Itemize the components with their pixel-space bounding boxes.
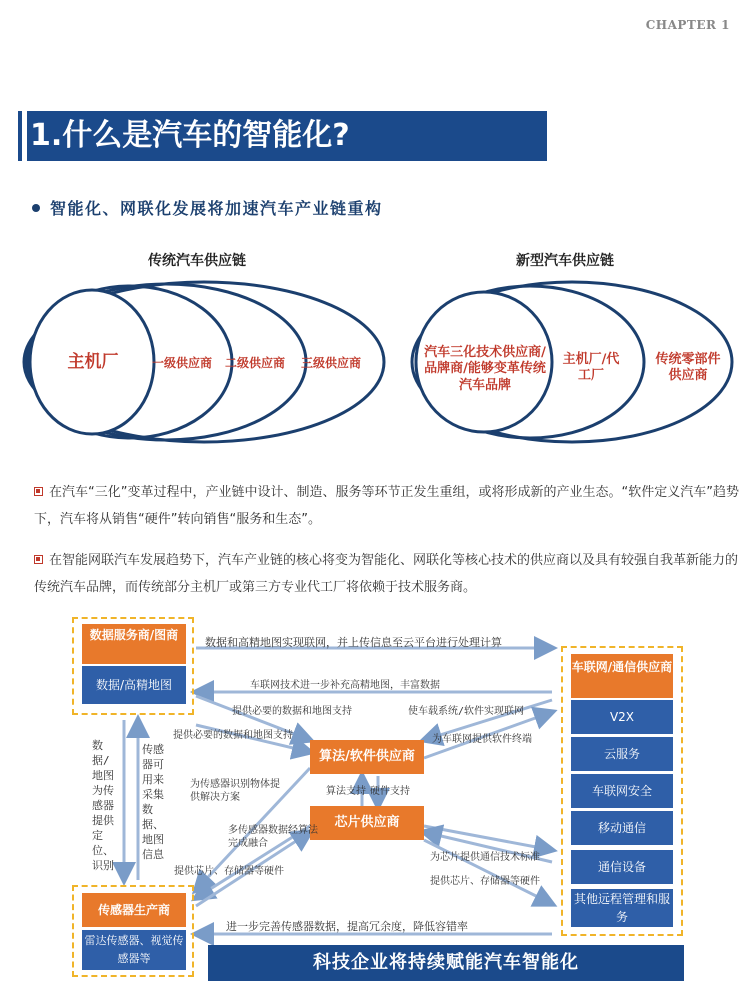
connectivity-item-v2x: V2X bbox=[571, 700, 673, 734]
chip-supplier-box: 芯片供应商 bbox=[310, 806, 424, 840]
ring-label-tier2: 二级供应商 bbox=[224, 356, 285, 370]
chapter-label: CHAPTER 1 bbox=[645, 18, 730, 32]
paragraph-2 bbox=[34, 547, 740, 601]
note-chip-hardware-left: 提供芯片、存储器等硬件 bbox=[174, 866, 284, 877]
connectivity-item-cloud: 云服务 bbox=[571, 737, 673, 771]
paragraph-2-text: 在智能网联汽车发展趋势下，汽车产业链的核心将变为智能化、网联化等核心技术的供应商以及具有较强自我革新能力的传统汽车品牌，而传统部分主机厂或第三方专业代工厂将依赖于技术服务商。 bbox=[34, 553, 739, 595]
ring-label-tier3: 三级供应商 bbox=[300, 356, 361, 370]
section-heading-text: 智能化、网联化发展将加速汽车产业链重构 bbox=[50, 199, 383, 218]
ring-label-oem-new: 主机厂/代工厂 bbox=[562, 352, 620, 384]
ring-label-tier1: 一级供应商 bbox=[151, 356, 212, 370]
algorithm-supplier-box: 算法/软件供应商 bbox=[310, 740, 424, 774]
data-service-sub: 数据/高精地图 bbox=[82, 666, 186, 704]
note-algorithm-support: 算法支持 bbox=[326, 786, 366, 797]
section-heading bbox=[32, 196, 383, 219]
note-vertical-sensor-collect: 传感器可用来采集数据、地图信息 bbox=[142, 743, 164, 861]
note-software-terminal: 为车联网提供软件终端 bbox=[432, 734, 532, 745]
note-sensor-solution: 为传感器识别物体提供解决方案 bbox=[190, 779, 280, 803]
page-title: 1.什么是汽车的智能化? bbox=[30, 118, 350, 153]
connectivity-item-remote: 其他远程管理和服务 bbox=[571, 889, 673, 927]
connectivity-item-mobile: 移动通信 bbox=[571, 811, 673, 845]
note-data-support-1: 提供必要的数据和地图支持 bbox=[232, 706, 352, 717]
note-vehicle-network: 使车载系统/软件实现联网 bbox=[408, 706, 525, 717]
bullet-square-icon bbox=[34, 487, 43, 496]
note-sensor-fusion: 多传感器数据经算法完成融合 bbox=[228, 825, 318, 849]
note-data-support-2: 提供必要的数据和地图支持 bbox=[173, 730, 293, 741]
note-sensor-redundancy: 进一步完善传感器数据，提高冗余度，降低容错率 bbox=[226, 920, 468, 933]
ring-label-tech: 汽车三化技术供应商/品牌商/能够变革传统汽车品牌 bbox=[424, 345, 546, 393]
note-hardware-support: 硬件支持 bbox=[370, 786, 410, 797]
note-map-upload: 数据和高精地图实现联网，并上传信息至云平台进行处理计算 bbox=[205, 636, 502, 649]
ring-label-parts: 传统零部件供应商 bbox=[655, 352, 721, 384]
connectivity-item-security: 车联网安全 bbox=[571, 774, 673, 808]
paragraph-1 bbox=[34, 479, 740, 533]
note-chip-hardware-right: 提供芯片、存储器等硬件 bbox=[430, 876, 540, 887]
sensor-title: 传感器生产商 bbox=[82, 893, 186, 927]
note-vertical-map-positioning: 数据/地图为传感器提供定位、识别 bbox=[92, 739, 114, 872]
connectivity-title: 车联网/通信供应商 bbox=[571, 654, 673, 698]
bullet-square-icon bbox=[34, 555, 43, 564]
conclusion-banner: 科技企业将持续赋能汽车智能化 bbox=[208, 945, 684, 981]
ring-label-oem: 主机厂 bbox=[67, 352, 119, 372]
traditional-chain-title: 传统汽车供应链 bbox=[148, 253, 246, 269]
data-service-title: 数据服务商/图商 bbox=[82, 624, 186, 664]
note-map-supplement: 车联网技术进一步补充高精地图，丰富数据 bbox=[250, 680, 440, 691]
connectivity-item-equipment: 通信设备 bbox=[571, 850, 673, 884]
bullet-dot-icon bbox=[32, 204, 40, 212]
paragraph-1-text: 在汽车“三化”变革过程中，产业链中设计、制造、服务等环节正发生重组，或将形成新的产业生态。“软件定义汽车”趋势下，汽车将从销售“硬件”转向销售“服务和生态”。 bbox=[34, 485, 739, 527]
new-chain-title: 新型汽车供应链 bbox=[516, 253, 614, 269]
sensor-sub: 雷达传感器、视觉传感器等 bbox=[82, 930, 186, 970]
note-comm-standard: 为芯片提供通信技术标准 bbox=[430, 852, 540, 863]
